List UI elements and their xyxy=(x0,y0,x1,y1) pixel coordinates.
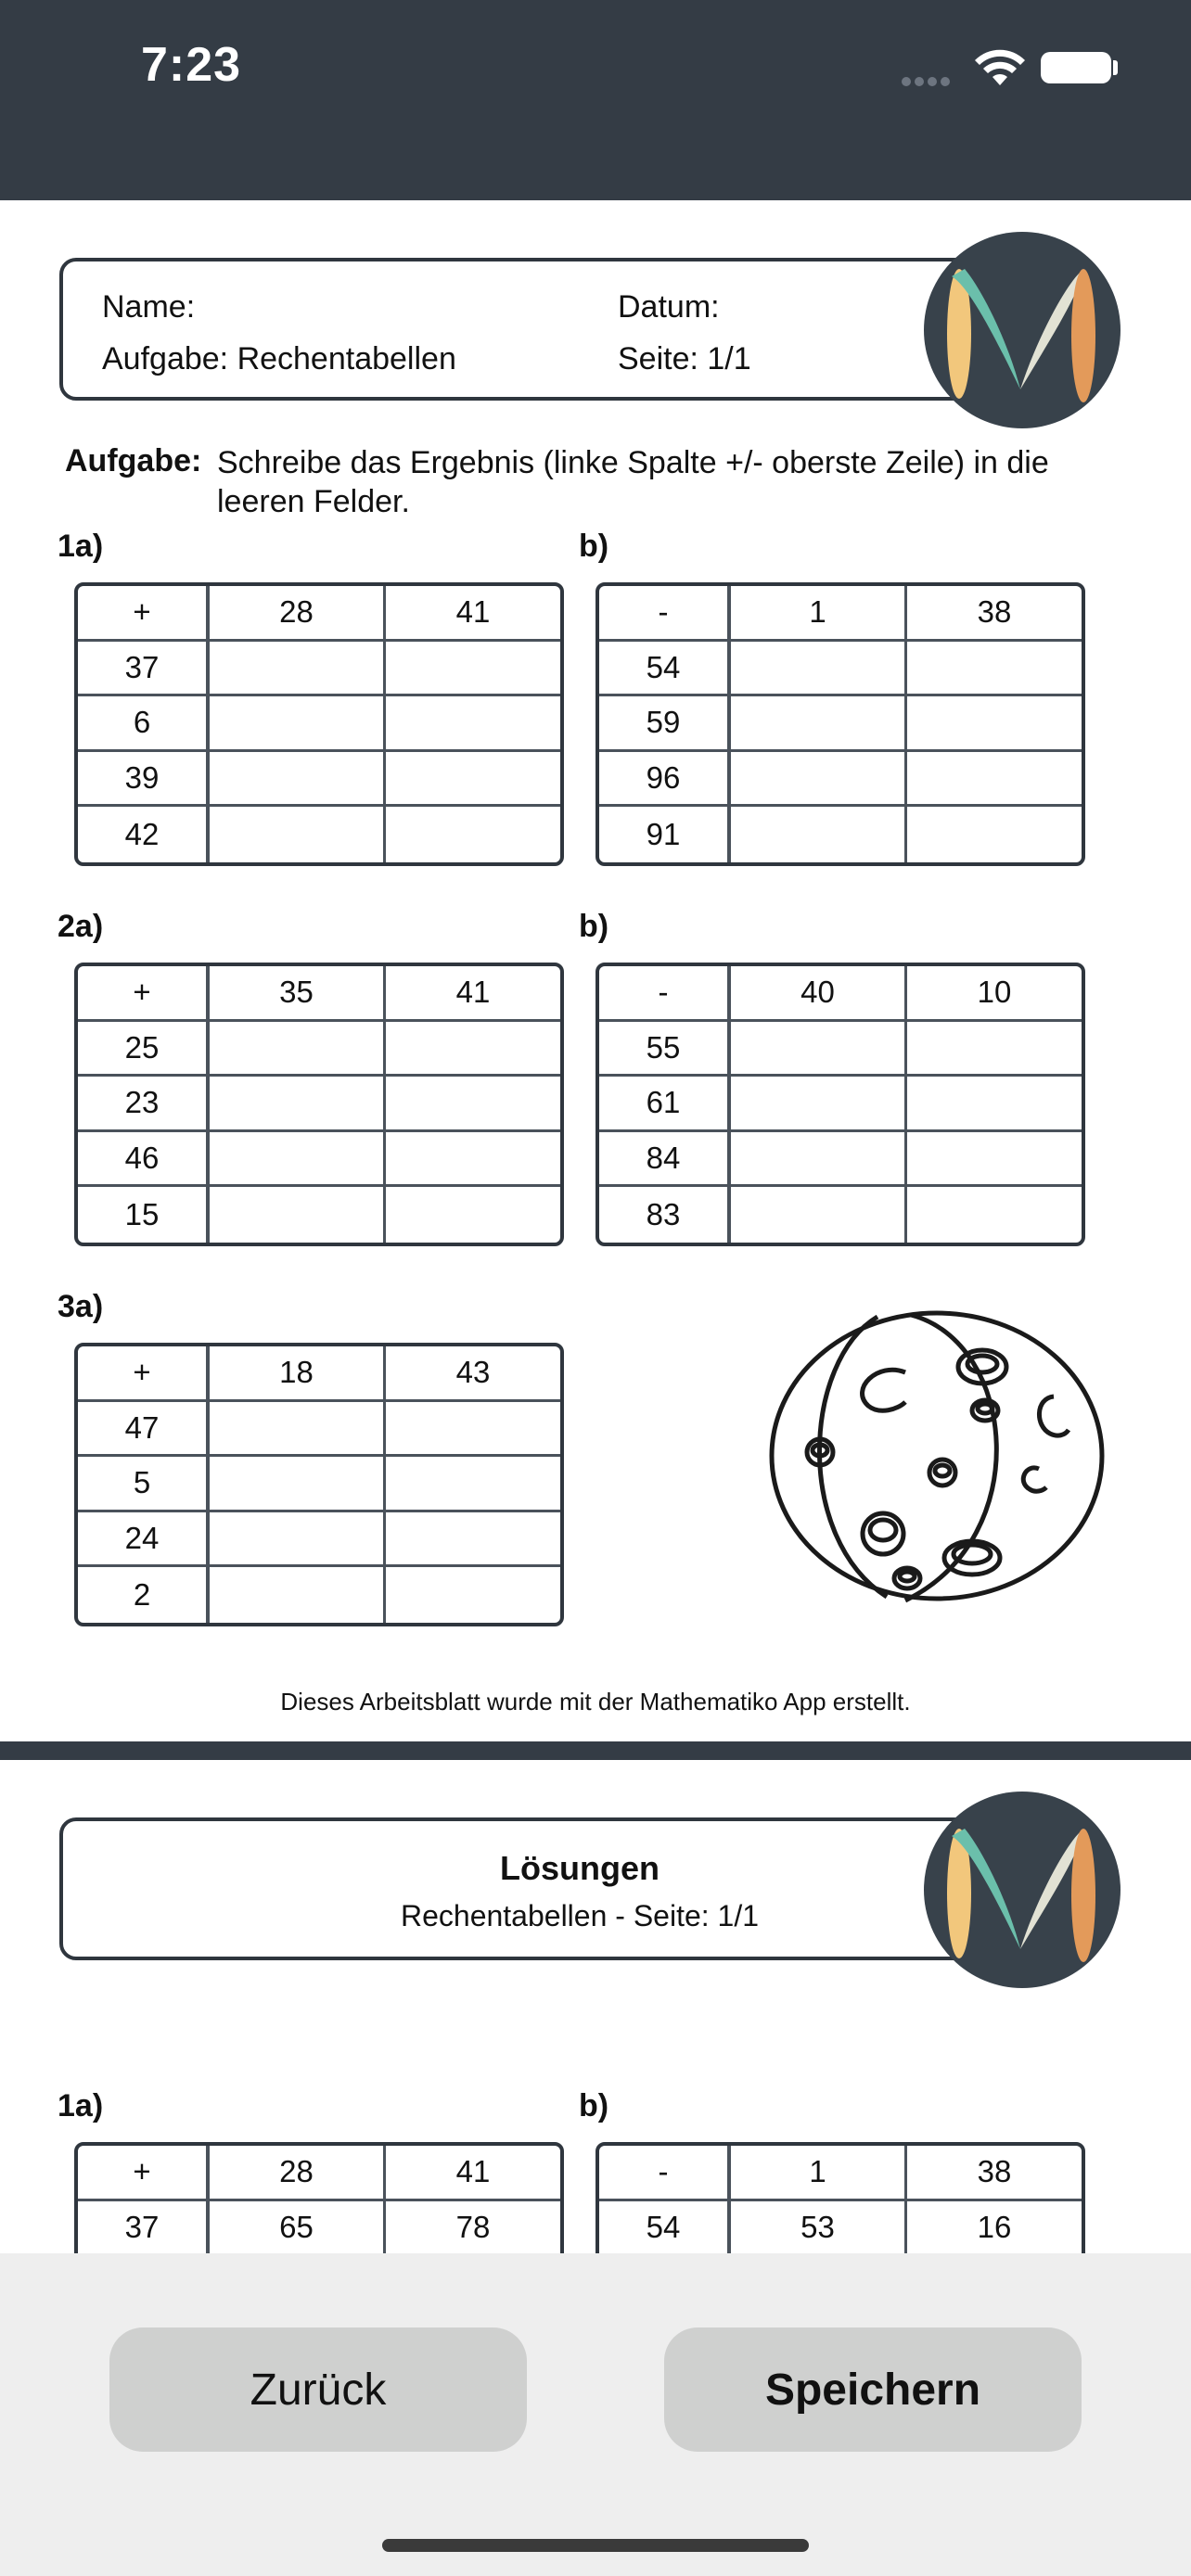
exercise-table-2b xyxy=(596,963,1085,1246)
column-header: 1 xyxy=(731,586,907,642)
save-button[interactable]: Speichern xyxy=(664,2327,1082,2452)
operator-cell: + xyxy=(78,966,210,1022)
row-header: 91 xyxy=(599,807,731,862)
task-title: Aufgabe: Rechentabellen xyxy=(102,341,456,376)
row-header: 46 xyxy=(78,1132,210,1188)
solutions-subtitle: Rechentabellen - Seite: 1/1 xyxy=(400,1899,760,1932)
exercise-label: 1a) xyxy=(58,529,104,564)
column-header: 38 xyxy=(907,2146,1082,2201)
column-header: 35 xyxy=(210,966,386,1022)
answer-cell xyxy=(386,642,560,697)
answer-cell xyxy=(210,642,386,697)
operator-cell: + xyxy=(78,1346,210,1402)
solutions-title: Lösungen xyxy=(500,1849,660,1887)
answer-cell xyxy=(386,1567,560,1623)
operator-cell: - xyxy=(599,586,731,642)
worksheet-footer: Dieses Arbeitsblatt wurde mit der Mathematiko App erstellt. xyxy=(280,1688,911,1715)
solutions-header xyxy=(59,1817,987,1960)
answer-cell xyxy=(210,1457,386,1512)
row-header: 25 xyxy=(78,1022,210,1078)
status-bar xyxy=(0,0,1191,200)
battery-cap xyxy=(1113,60,1118,75)
column-header: 41 xyxy=(386,966,560,1022)
answer-cell xyxy=(210,1567,386,1623)
row-header: 2 xyxy=(78,1567,210,1623)
row-header: 61 xyxy=(599,1077,731,1132)
row-header: 6 xyxy=(78,696,210,752)
column-header: 28 xyxy=(210,2146,386,2201)
answer-cell xyxy=(386,1077,560,1132)
answer-cell xyxy=(731,1077,907,1132)
answer-cell xyxy=(731,752,907,808)
moon-illustration xyxy=(766,1306,1108,1606)
answer-cell xyxy=(907,1022,1082,1078)
page-divider xyxy=(0,1741,1191,1760)
instruction-label: Aufgabe: xyxy=(65,443,202,478)
battery-icon xyxy=(1041,52,1111,83)
row-header: 42 xyxy=(78,807,210,862)
exercise-table-3a xyxy=(74,1343,564,1626)
column-header: 43 xyxy=(386,1346,560,1402)
column-header: 18 xyxy=(210,1346,386,1402)
answer-cell xyxy=(210,752,386,808)
column-header: 10 xyxy=(907,966,1082,1022)
answer-cell xyxy=(210,696,386,752)
answer-cell xyxy=(210,807,386,862)
row-header: 59 xyxy=(599,696,731,752)
exercise-label: 3a) xyxy=(58,1289,104,1324)
wifi-icon xyxy=(974,48,1026,87)
back-button[interactable]: Zurück xyxy=(109,2327,527,2452)
solution-label: 1a) xyxy=(58,2088,104,2123)
answer-cell xyxy=(386,696,560,752)
answer-cell xyxy=(386,1022,560,1078)
answer-cell xyxy=(731,1187,907,1243)
operator-cell: - xyxy=(599,2146,731,2201)
answer-cell xyxy=(386,1512,560,1568)
worksheet-header xyxy=(59,258,987,401)
status-time: 7:23 xyxy=(141,38,242,92)
operator-cell: + xyxy=(78,2146,210,2201)
answer-cell xyxy=(210,1077,386,1132)
row-header: 39 xyxy=(78,752,210,808)
date-label: Datum: xyxy=(618,289,720,325)
mathematiko-logo xyxy=(924,1792,1121,1988)
page-label: Seite: 1/1 xyxy=(618,341,751,376)
answer-cell xyxy=(907,1187,1082,1243)
answer-cell xyxy=(731,1132,907,1188)
exercise-table-2a xyxy=(74,963,564,1246)
answer-cell xyxy=(386,752,560,808)
cellular-signal-icon xyxy=(902,74,954,91)
answer-cell xyxy=(210,1187,386,1243)
answer-cell xyxy=(731,642,907,697)
name-label: Name: xyxy=(102,289,196,325)
row-header: 24 xyxy=(78,1512,210,1568)
answer-cell xyxy=(386,1132,560,1188)
answer-cell xyxy=(210,1022,386,1078)
operator-cell: - xyxy=(599,966,731,1022)
column-header: 41 xyxy=(386,586,560,642)
solution-label: b) xyxy=(579,2088,609,2123)
column-header: 40 xyxy=(731,966,907,1022)
row-header: 37 xyxy=(78,2201,210,2257)
worksheet-preview[interactable] xyxy=(0,200,1191,2253)
answer-cell xyxy=(907,696,1082,752)
column-header: 28 xyxy=(210,586,386,642)
operator-cell: + xyxy=(78,586,210,642)
row-header: 96 xyxy=(599,752,731,808)
exercise-label: b) xyxy=(579,909,609,944)
instruction-text: Schreibe das Ergebnis (linke Spalte +/- oberste Zeile) in die leeren Felder. xyxy=(217,445,1049,519)
answer-cell xyxy=(907,752,1082,808)
row-header: 54 xyxy=(599,2201,731,2257)
mathematiko-logo xyxy=(924,232,1121,428)
row-header: 54 xyxy=(599,642,731,697)
answer-cell xyxy=(386,1457,560,1512)
answer-cell xyxy=(907,807,1082,862)
home-indicator[interactable] xyxy=(382,2539,809,2552)
row-header: 84 xyxy=(599,1132,731,1188)
row-header: 37 xyxy=(78,642,210,697)
solution-cell: 53 xyxy=(731,2201,907,2257)
exercise-label: 2a) xyxy=(58,909,104,944)
row-header: 47 xyxy=(78,1402,210,1458)
answer-cell xyxy=(907,1132,1082,1188)
answer-cell xyxy=(731,807,907,862)
solution-cell: 78 xyxy=(386,2201,560,2257)
answer-cell xyxy=(907,642,1082,697)
answer-cell xyxy=(210,1512,386,1568)
solution-cell: 16 xyxy=(907,2201,1082,2257)
solution-cell: 65 xyxy=(210,2201,386,2257)
answer-cell xyxy=(386,1187,560,1243)
answer-cell xyxy=(731,696,907,752)
exercise-table-1b xyxy=(596,582,1085,866)
row-header: 23 xyxy=(78,1077,210,1132)
answer-cell xyxy=(907,1077,1082,1132)
row-header: 83 xyxy=(599,1187,731,1243)
column-header: 1 xyxy=(731,2146,907,2201)
row-header: 55 xyxy=(599,1022,731,1078)
row-header: 15 xyxy=(78,1187,210,1243)
answer-cell xyxy=(210,1402,386,1458)
answer-cell xyxy=(386,807,560,862)
answer-cell xyxy=(386,1402,560,1458)
exercise-label: b) xyxy=(579,529,609,564)
exercise-table-1a xyxy=(74,582,564,866)
column-header: 41 xyxy=(386,2146,560,2201)
column-header: 38 xyxy=(907,586,1082,642)
answer-cell xyxy=(210,1132,386,1188)
answer-cell xyxy=(731,1022,907,1078)
row-header: 5 xyxy=(78,1457,210,1512)
